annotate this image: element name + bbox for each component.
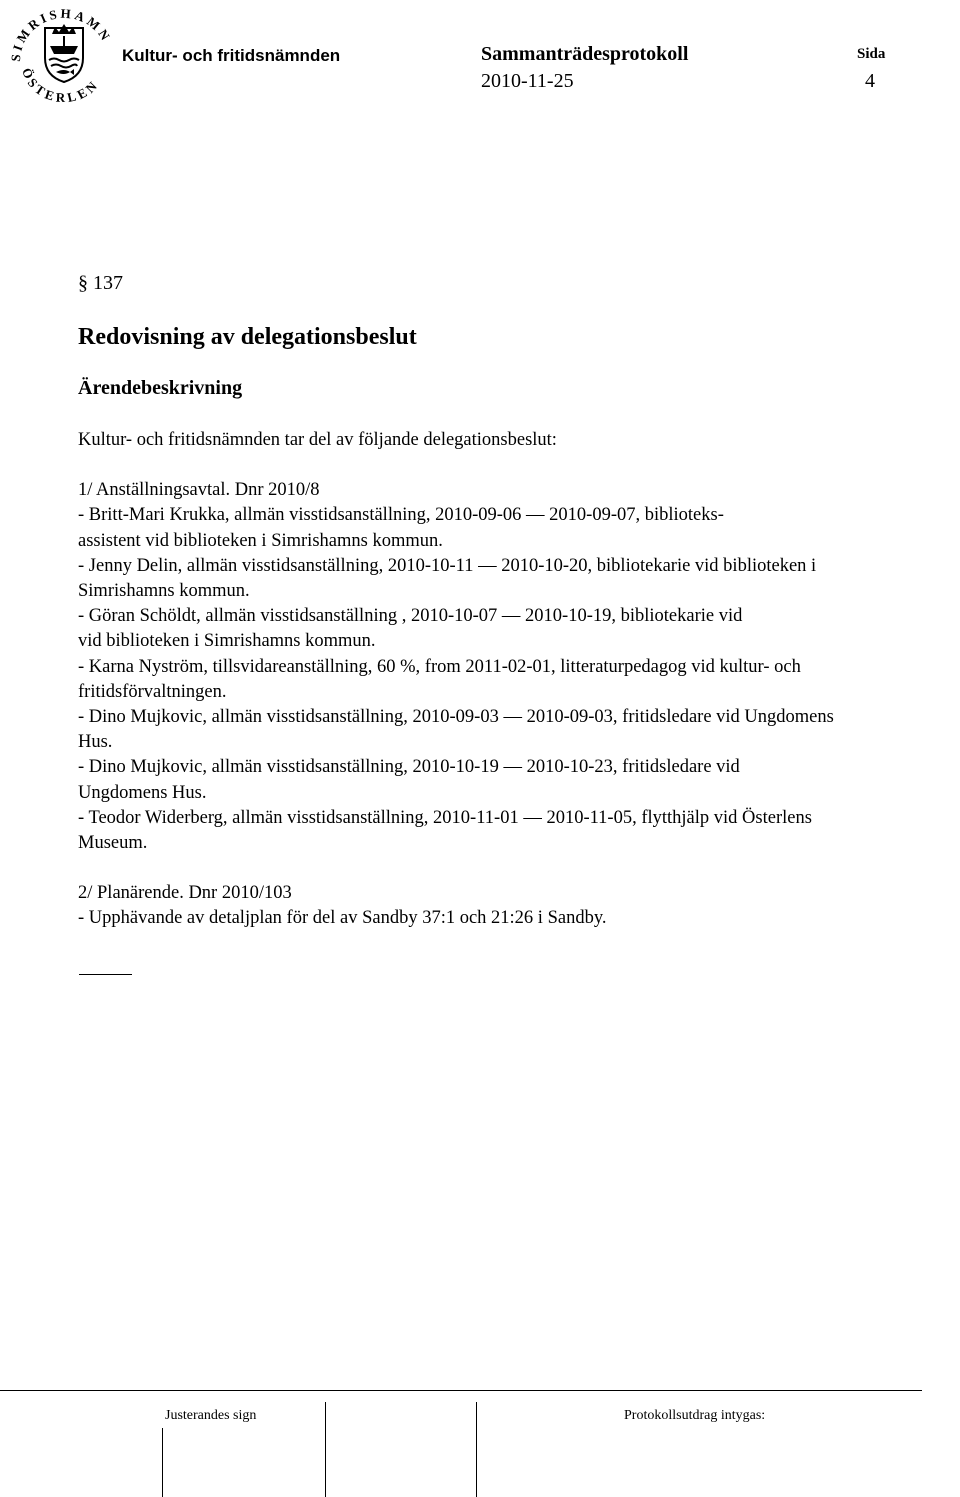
- justerandes-sign-label: Justerandes sign: [165, 1408, 257, 1423]
- coat-of-arms-icon: [8, 2, 120, 104]
- body-line: - Dino Mujkovic, allmän visstidsanställning, 2010-10-19 — 2010-10-23, fritidsledare vid: [78, 757, 740, 778]
- body-line: - Göran Schöldt, allmän visstidsanställning , 2010-10-07 — 2010-10-19, bibliotekarie vid: [78, 606, 743, 627]
- footer-divider: [0, 1390, 922, 1391]
- footer-column-line: [162, 1428, 163, 1497]
- end-rule: [79, 974, 132, 975]
- body-line: Ungdomens Hus.: [78, 782, 207, 803]
- svg-text:SIMRISHAMN: SIMRISHAMN: [8, 5, 115, 63]
- protokollsutdrag-label: Protokollsutdrag intygas:: [624, 1408, 766, 1423]
- footer-column-line: [325, 1402, 326, 1497]
- organization-name: Kultur- och fritidsnämnden: [122, 46, 341, 65]
- body-line: - Dino Mujkovic, allmän visstidsanställning, 2010-09-03 — 2010-09-03, fritidsledare vid Ungdomens: [78, 707, 834, 728]
- body-line: fritidsförvaltningen.: [78, 681, 227, 702]
- meeting-date: 2010-11-25: [481, 70, 574, 92]
- section-title: Redovisning av delegationsbeslut: [78, 324, 417, 350]
- municipality-logo: [8, 2, 120, 104]
- page-number: 4: [865, 70, 875, 92]
- body-line: - Karna Nyström, tillsvidareanställning, 60 %, from 2011-02-01, litteraturpedagog vid kultur- och: [78, 656, 801, 677]
- document-type: Sammanträdesprotokoll: [481, 43, 689, 65]
- body-line: - Upphävande av detaljplan för del av Sandby 37:1 och 21:26 i Sandby.: [78, 908, 607, 929]
- body-line: Museum.: [78, 833, 148, 854]
- body-line: assistent vid biblioteken i Simrishamns kommun.: [78, 530, 443, 551]
- body-line: - Jenny Delin, allmän visstidsanställning, 2010-10-11 — 2010-10-20, bibliotekarie vid biblioteken i: [78, 555, 817, 576]
- group2-heading: 2/ Planärende. Dnr 2010/103: [78, 883, 292, 904]
- svg-text:ÖSTERLEN: ÖSTERLEN: [19, 65, 103, 104]
- body-line: Simrishamns kommun.: [78, 581, 250, 602]
- subheading: Ärendebeskrivning: [78, 377, 243, 399]
- document-body: [78, 428, 960, 932]
- footer-column-line: [476, 1402, 477, 1497]
- body-line: vid biblioteken i Simrishamns kommun.: [78, 631, 376, 652]
- body-line: Hus.: [78, 732, 113, 753]
- section-number: § 137: [78, 272, 123, 294]
- page-label: Sida: [857, 46, 886, 62]
- group1-heading: 1/ Anställningsavtal. Dnr 2010/8: [78, 480, 320, 501]
- body-line: - Teodor Widerberg, allmän visstidsanställning, 2010-11-01 — 2010-11-05, flytthjälp vid Österlens: [78, 807, 812, 828]
- intro-text: Kultur- och fritidsnämnden tar del av följande delegationsbeslut:: [78, 430, 557, 450]
- body-line: - Britt-Mari Krukka, allmän visstidsanställning, 2010-09-06 — 2010-09-07, biblioteks-: [78, 505, 724, 526]
